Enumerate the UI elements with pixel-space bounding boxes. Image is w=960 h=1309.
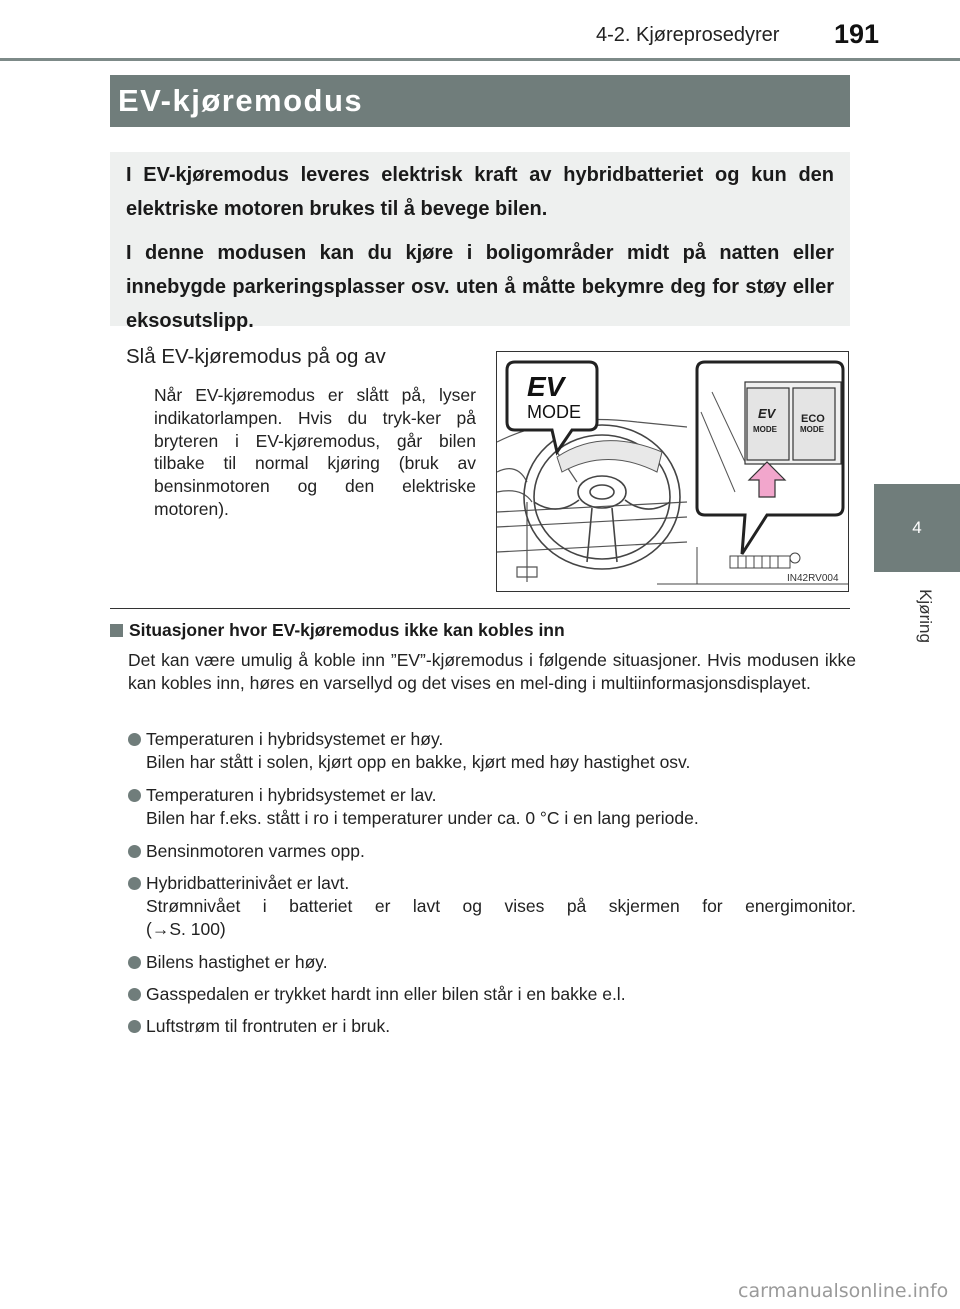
switch-detail-callout (697, 362, 843, 554)
conditions-intro: Det kan være umulig å koble inn ”EV”-kjøremodus i følgende situasjoner. Hvis modusen ikke kan kobles inn, høres en varsellyd og det vises en mel-ding i multiinformasjonsdisplayet. (128, 650, 856, 693)
bullet-icon (128, 733, 141, 746)
list-item (128, 951, 856, 974)
section-divider (110, 608, 850, 609)
switch-eco-text: ECO (801, 413, 825, 425)
watermark: carmanualsonline.info (738, 1280, 949, 1302)
callout-mode-text: MODE (527, 402, 581, 422)
conditions-heading-text: Situasjoner hvor EV-kjøremodus ikke kan kobles inn (129, 620, 565, 640)
list-item-line: Gasspedalen er trykket hardt inn eller bilen står i en bakke e.l. (146, 984, 626, 1004)
intro-paragraph-1: I EV-kjøremodus leveres elektrisk kraft av hybridbatteriet og kun den elektriske motoren brukes til å bevege bilen. (126, 164, 834, 220)
figure-code: IN42RV004 (787, 573, 839, 584)
switch-heading: Slå EV-kjøremodus på og av (126, 345, 386, 368)
list-item-reference[interactable]: (→S. 100) (146, 919, 226, 939)
list-item (128, 872, 856, 941)
list-item (128, 983, 856, 1006)
chapter-tab[interactable] (874, 484, 960, 572)
square-bullet-icon (110, 624, 123, 637)
chapter-number: 4 (912, 518, 922, 537)
switch-ev-mode-text: MODE (753, 425, 777, 434)
switch-eco-mode-text: MODE (800, 425, 824, 434)
switch-description: Når EV-kjøremodus er slått på, lyser indikatorlampen. Hvis du tryk-ker på bryteren i EV-kjøremodus, går bilen tilbake til normal kjøring (bruk av bensinmotoren og den elektriske motoren). (154, 385, 476, 519)
list-item (128, 840, 856, 863)
list-item-line: Bilens hastighet er høy. (146, 952, 328, 972)
callout-ev-text: EV (527, 371, 565, 402)
list-item-line: Bensinmotoren varmes opp. (146, 841, 365, 861)
list-item-detail: Bilen har stått i solen, kjørt opp en bakke, kjørt med høy hastighet osv. (146, 752, 691, 772)
bullet-icon (128, 845, 141, 858)
list-item-line: Luftstrøm til frontruten er i bruk. (146, 1016, 391, 1036)
page-title: EV-kjøremodus (118, 83, 364, 118)
list-item-line: Temperaturen i hybridsystemet er lav. (146, 785, 437, 805)
chapter-label (915, 578, 935, 658)
list-item (128, 784, 856, 830)
ev-mode-switch-illustration (496, 351, 849, 592)
list-item-detail: Bilen har f.eks. stått i ro i temperaturer under ca. 0 °C i en lang periode. (146, 808, 699, 828)
bullet-icon (128, 956, 141, 969)
conditions-heading (110, 620, 565, 641)
list-item-line: Temperaturen i hybridsystemet er høy. (146, 729, 444, 749)
ev-mode-callout (507, 362, 597, 452)
list-item (128, 728, 856, 774)
intro-box (110, 152, 850, 332)
list-item-line: Hybridbatterinivået er lavt. (146, 873, 350, 893)
list-item-detail: Strømnivået i batteriet er lavt og vises på skjermen for energimonitor. (146, 896, 856, 916)
ev-mode-switch-button[interactable] (747, 388, 789, 460)
header-rule (0, 58, 960, 61)
bullet-icon (128, 1020, 141, 1033)
intro-paragraph-2: I denne modusen kan du kjøre i boligområder midt på natten eller innebygde parkeringsplasser osv. uten å måtte bekymre deg for støy eller eksosutslipp. (126, 242, 834, 332)
page-number: 191 (834, 19, 880, 49)
bullet-icon (128, 789, 141, 802)
page-title-bar (110, 75, 850, 127)
bullet-icon (128, 988, 141, 1001)
switch-ev-text: EV (758, 406, 776, 421)
section-title: 4-2. Kjøreprosedyrer (596, 24, 780, 46)
bullet-icon (128, 877, 141, 890)
chapter-label-text: Kjøring (916, 589, 935, 643)
list-item (128, 1015, 856, 1038)
